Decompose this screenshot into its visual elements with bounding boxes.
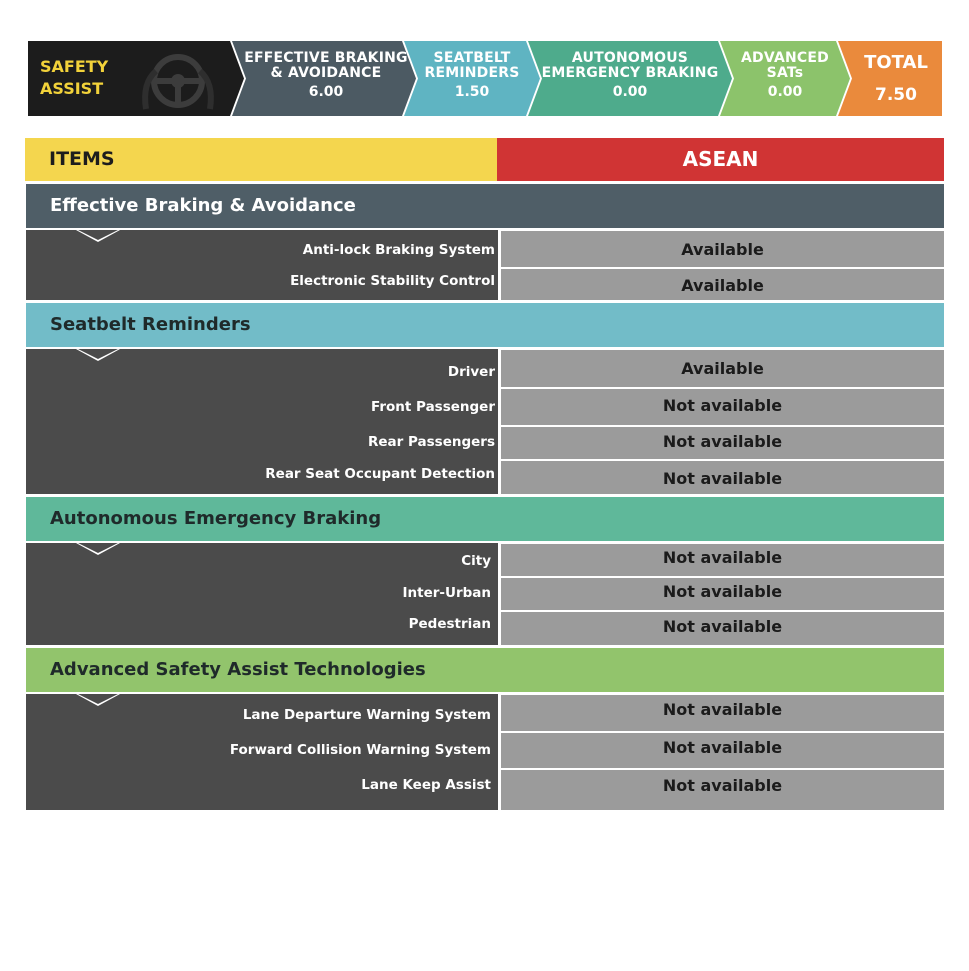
row-value: Not available — [501, 695, 944, 731]
row-value: Available — [501, 231, 944, 267]
section-header-effective-braking: Effective Braking & Avoidance — [26, 184, 944, 228]
items-header-label: ITEMS — [49, 148, 115, 170]
section-body-effective-braking — [26, 230, 498, 300]
row-label: Front Passenger — [370, 399, 495, 415]
row-label: Anti-lock Braking System — [302, 242, 495, 258]
safety-assist-title: SAFETY ASSIST — [40, 57, 109, 98]
asean-column-header: ASEAN — [497, 138, 944, 181]
segment-score: 0.00 — [767, 84, 803, 100]
row-value: Not available — [501, 733, 944, 768]
row-label: Lane Departure Warning System — [242, 707, 491, 723]
row-value: Not available — [501, 389, 944, 425]
segment-score: 0.00 — [612, 84, 648, 100]
row-value: Not available — [501, 461, 944, 494]
row-value: Not available — [501, 770, 944, 810]
segment-autonomous-emergency-braking: AUTONOMOUS EMERGENCY BRAKING 0.00 — [541, 50, 719, 100]
row-value: Not available — [501, 544, 944, 576]
score-banner — [28, 41, 942, 116]
row-label: Pedestrian — [408, 616, 491, 632]
row-label: Rear Passengers — [367, 434, 495, 450]
segment-score: 6.00 — [308, 84, 344, 100]
row-label: Inter-Urban — [402, 585, 491, 601]
row-value: Available — [501, 350, 944, 387]
section-header-advanced-safety-assist: Advanced Safety Assist Technologies — [26, 648, 944, 692]
segment-total: TOTAL 7.50 — [850, 53, 942, 104]
section-header-seatbelt-reminders: Seatbelt Reminders — [26, 303, 944, 347]
segment-seatbelt-reminders: SEATBELT REMINDERS 1.50 — [416, 51, 528, 99]
segment-advanced-sats: ADVANCED SATs 0.00 — [732, 51, 838, 99]
total-score: 7.50 — [875, 85, 917, 105]
row-value: Available — [501, 269, 944, 300]
row-value: Not available — [501, 578, 944, 610]
section-header-autonomous-emergency-braking: Autonomous Emergency Braking — [26, 497, 944, 541]
row-label: Rear Seat Occupant Detection — [265, 466, 495, 482]
items-column-header — [25, 138, 497, 181]
steering-wheel-icon — [138, 47, 218, 111]
segment-effective-braking: EFFECTIVE BRAKING & AVOIDANCE 6.00 — [242, 51, 410, 99]
row-label: Electronic Stability Control — [290, 273, 495, 289]
segment-score: 1.50 — [454, 84, 490, 100]
row-value: Not available — [501, 612, 944, 645]
row-label: Lane Keep Assist — [361, 777, 491, 793]
row-value: Not available — [501, 427, 944, 459]
row-label: Driver — [447, 364, 495, 380]
row-label: Forward Collision Warning System — [229, 742, 491, 758]
row-label: City — [461, 553, 491, 569]
